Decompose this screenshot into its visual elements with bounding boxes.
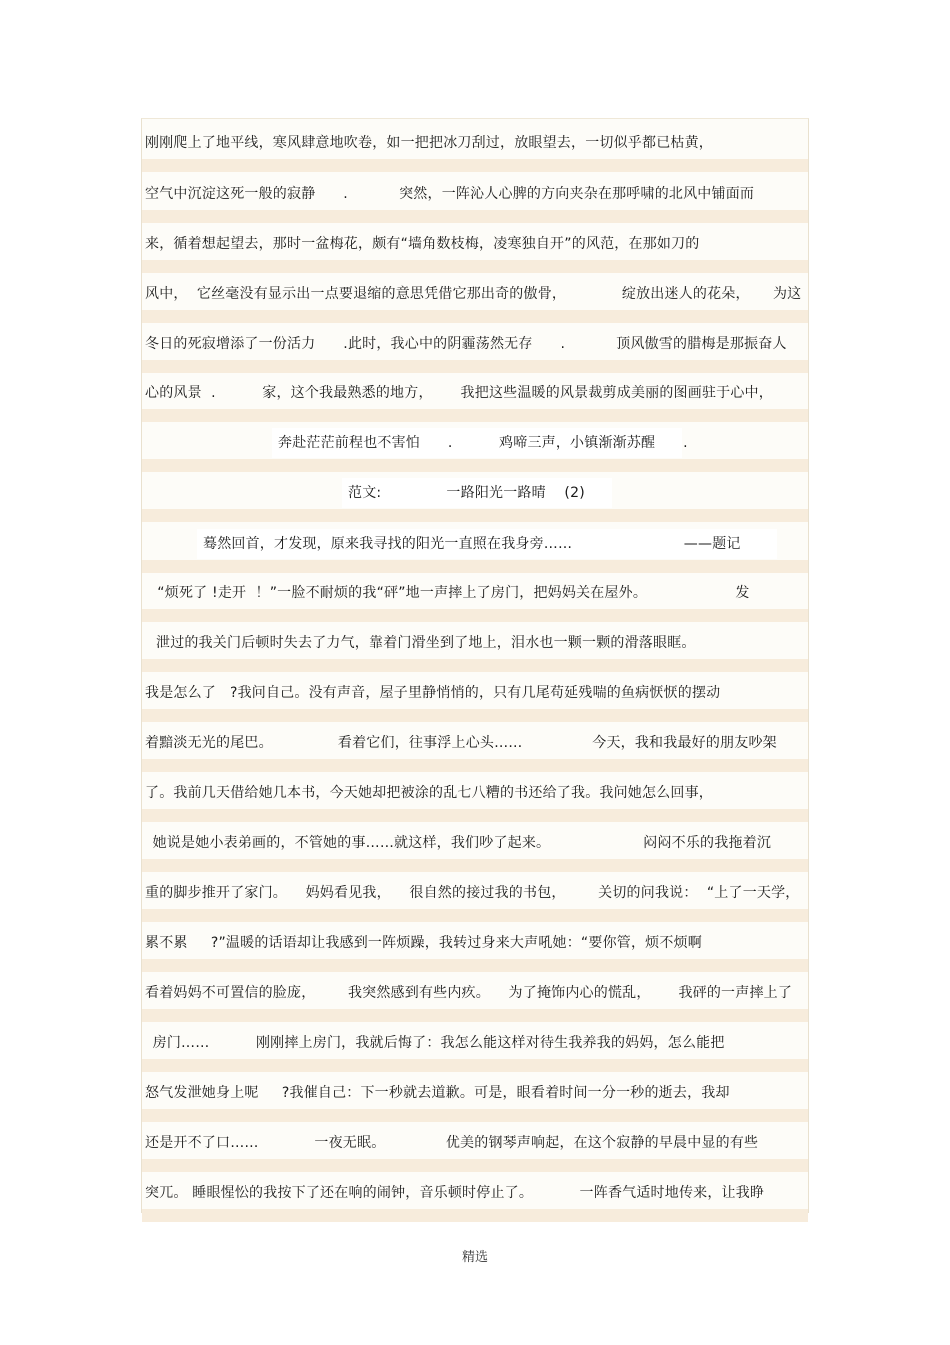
background-band <box>142 360 808 373</box>
background-band <box>142 1159 808 1172</box>
text-line <box>142 529 808 559</box>
text-line <box>142 179 808 209</box>
page-footer: 精选 <box>461 1250 488 1265</box>
text-line <box>142 478 808 508</box>
text-line <box>142 1078 808 1108</box>
text-line <box>142 279 808 309</box>
background-band <box>142 310 808 323</box>
text-line-content: 冬日的死寂增添了一份活力 .此时，我心中的阴霾荡然无存 . 顶风傲雪的腊梅是那振奋人 <box>145 336 787 352</box>
background-band <box>142 909 808 922</box>
text-line-content: 累不累 ?”温暖的话语却让我感到一阵烦躁，我转过身来大声吼她：“要你管，烦不烦啊 <box>145 935 702 951</box>
background-band <box>142 1009 808 1022</box>
text-line <box>142 428 808 458</box>
background-band <box>142 659 808 672</box>
text-line-content: 房门…… 刚刚摔上房门，我就后悔了：我怎么能这样对待生我养我的妈妈，怎么能把 <box>148 1035 725 1051</box>
text-line-content: “烦死了 !走开 ！”一脸不耐烦的我“砰”地一声摔上了房门，把妈妈关在屋外。 发 <box>148 585 750 601</box>
text-line-content: 了。我前几天借给她几本书，今天她却把被涂的乱七八糟的书还给了我。我问她怎么回事， <box>145 785 713 801</box>
document-page <box>141 118 809 1213</box>
background-band <box>142 560 808 573</box>
background-band <box>142 759 808 772</box>
text-line-content: 突兀。 睡眼惺忪的我按下了还在响的闹钟，音乐顿时停止了。 一阵香气适时地传来，让我睁 <box>145 1185 765 1201</box>
text-line <box>142 1028 808 1058</box>
background-band <box>142 459 808 472</box>
background-band <box>142 859 808 872</box>
background-band <box>142 709 808 722</box>
text-line <box>142 878 808 908</box>
text-line-content: 我是怎么了 ?我问自己。没有声音，屋子里静悄悄的，只有几尾苟延残喘的鱼病恹恹的摆动 <box>145 685 721 701</box>
text-line <box>142 329 808 359</box>
text-line-content: 泄过的我关门后顿时失去了力气，靠着门滑坐到了地上，泪水也一颗一颗的滑落眼眶。 <box>156 635 696 651</box>
background-band <box>142 1209 808 1222</box>
text-line-content: 还是开不了口…… 一夜无眠。 优美的钢琴声响起，在这个寂静的早晨中显的有些 <box>145 1135 759 1151</box>
text-line <box>142 628 808 658</box>
text-line-content: 看着妈妈不可置信的脸庞， 我突然感到有些内疚。 为了掩饰内心的慌乱， 我砰的一声摔上了 <box>145 985 793 1001</box>
text-line <box>142 128 808 158</box>
text-line <box>142 1178 808 1208</box>
text-line <box>142 678 808 708</box>
background-band <box>142 260 808 273</box>
background-band <box>142 1109 808 1122</box>
text-line-content: 怒气发泄她身上呢 ?我催自己：下一秒就去道歉。可是，眼看着时间一分一秒的逝去，我却 <box>145 1085 730 1101</box>
background-band <box>142 1059 808 1072</box>
text-line <box>142 229 808 259</box>
text-line-content: 重的脚步推开了家门。 妈妈看见我， 很自然的接过我的书包， 关切的问我说： “上了一天学， <box>145 885 800 901</box>
text-line <box>142 578 808 608</box>
text-line <box>142 778 808 808</box>
background-band <box>142 959 808 972</box>
background-band <box>142 159 808 172</box>
text-line-content: 她说是她小表弟画的，不管她的事……就这样，我们吵了起来。 闷闷不乐的我拖着沉 <box>148 835 772 851</box>
text-line-content: 范文: 一路阳光一路晴 (2) <box>342 478 612 508</box>
background-band <box>142 210 808 223</box>
background-band <box>142 809 808 822</box>
text-line-content: 刚刚爬上了地平线，寒风肆意地吹卷，如一把把冰刀刮过，放眼望去，一切似乎都已枯黄， <box>145 135 713 151</box>
text-line <box>142 378 808 408</box>
text-line <box>142 728 808 758</box>
text-line <box>142 828 808 858</box>
text-line-content: 空气中沉淀这死一般的寂静 . 突然，一阵沁人心脾的方向夹杂在那呼啸的北风中铺面而 <box>145 186 755 202</box>
text-line-content: 着黯淡无光的尾巴。 看着它们，往事浮上心头…… 今天，我和我最好的朋友吵架 <box>145 735 777 751</box>
background-band <box>142 609 808 622</box>
text-line-content: 来，循着想起望去，那时一盆梅花，颇有“墙角数枝梅，凌寒独自开”的风范，在那如刀的 <box>145 236 700 252</box>
text-line-content: 风中， 它丝毫没有显示出一点要退缩的意思凭借它那出奇的傲骨， 绽放出迷人的花朵， 为这 <box>145 286 802 302</box>
background-band <box>142 409 808 422</box>
background-band <box>142 509 808 522</box>
text-line-content: 蓦然回首，才发现，原来我寻找的阳光一直照在我身旁…… ——题记 <box>197 529 777 559</box>
text-line-content: 奔赴茫茫前程也不害怕 . 鸡啼三声，小镇渐渐苏醒 . <box>272 428 682 458</box>
text-line <box>142 1128 808 1158</box>
text-line <box>142 978 808 1008</box>
text-line <box>142 928 808 958</box>
text-line-content: 心的风景 . 家，这个我最熟悉的地方， 我把这些温暖的风景裁剪成美丽的图画驻于心中， <box>145 385 773 401</box>
